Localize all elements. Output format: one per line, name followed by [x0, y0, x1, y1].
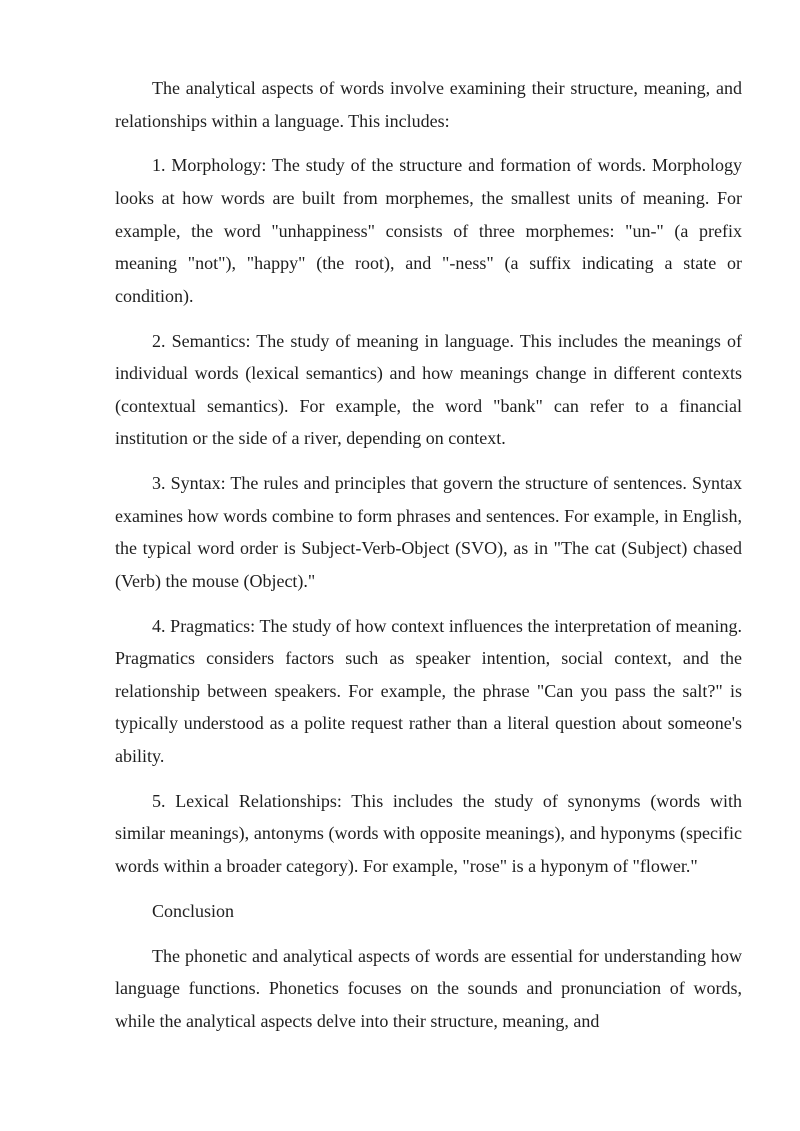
list-item-morphology: 1. Morphology: The study of the structure and formation of words. Morphology looks at how words are built from morphemes, the smallest units of meaning. For example, the word "unhappiness" consists of three morphemes: "un-" (a prefix meaning "not"), "happy" (the root), and "-ness" (a suffix indicating a state or condition). — [115, 155, 742, 306]
list-item-semantics: 2. Semantics: The study of meaning in language. This includes the meanings of individual words (lexical semantics) and how meanings change in different contexts (contextual semantics). For example, the word "bank" can refer to a financial institution or the side of a river, depending on context. — [115, 330, 742, 449]
conclusion-heading: Conclusion — [152, 900, 235, 921]
conclusion-paragraph: The phonetic and analytical aspects of words are essential for understanding how language functions. Phonetics focuses on the sounds and pronunciation of words, while the analytical aspects delve into their structure, meaning, and — [115, 945, 742, 1031]
list-item-lexical-relationships: 5. Lexical Relationships: This includes the study of synonyms (words with similar meanings), antonyms (words with opposite meanings), and hyponyms (specific words within a broader category). For example, "rose" is a hyponym of "flower." — [115, 790, 742, 876]
document-page — [115, 72, 742, 1050]
list-item-syntax: 3. Syntax: The rules and principles that govern the structure of sentences. Syntax examines how words combine to form phrases and sentences. For example, in English, the typical word order is Subject-Verb-Object (SVO), as in "The cat (Subject) chased (Verb) the mouse (Object)." — [115, 473, 742, 591]
intro-paragraph: The analytical aspects of words involve examining their structure, meaning, and relationships within a language. This includes: — [115, 78, 742, 131]
list-item-pragmatics: 4. Pragmatics: The study of how context influences the interpretation of meaning. Pragmatics considers factors such as speaker intention, social context, and the relationship between speakers. For example, the phrase "Can you pass the salt?" is typically understood as a polite request rather than a literal question about someone's ability. — [115, 615, 742, 767]
